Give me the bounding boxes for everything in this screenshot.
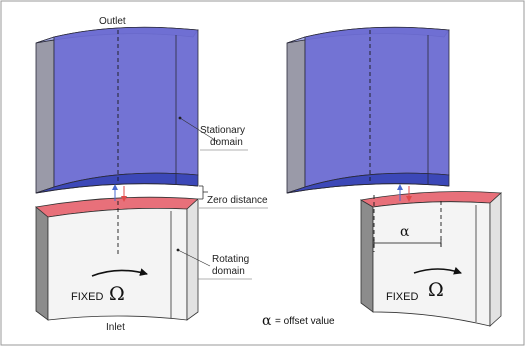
- rotating-label-line1: Rotating: [212, 254, 250, 265]
- stationary-front-face-right: [305, 27, 449, 187]
- omega-symbol-left: Ω: [109, 283, 125, 305]
- stationary-side-face: [36, 37, 54, 193]
- stationary-label-line2: domain: [210, 137, 243, 148]
- stationary-domain-right: [287, 27, 449, 193]
- zero-distance-label: Zero distance: [207, 195, 268, 206]
- rotating-label-line2: domain: [212, 266, 245, 277]
- rotating-front-face-right: [373, 202, 490, 326]
- rotating-side-face-right: [361, 200, 373, 312]
- omega-symbol-right: Ω: [428, 279, 444, 301]
- stationary-leader-dot: [179, 117, 182, 120]
- rotating-leader-dot: [177, 249, 180, 252]
- rotating-right-face-right: [490, 193, 501, 326]
- fixed-label-left: FIXED: [71, 291, 104, 303]
- rotating-side-face: [36, 207, 48, 320]
- rotating-domain-right: [361, 192, 501, 326]
- stationary-label-line1: Stationary: [200, 125, 246, 136]
- alpha-label: α: [400, 224, 410, 240]
- fixed-label-right: FIXED: [386, 291, 419, 303]
- inlet-label: Inlet: [106, 322, 125, 333]
- stationary-domain-left: [36, 27, 198, 193]
- legend-alpha-symbol: α: [262, 313, 272, 329]
- outlet-label: Outlet: [99, 16, 126, 27]
- stationary-side-face-right: [287, 37, 305, 193]
- legend-alpha-text: = offset value: [275, 316, 335, 327]
